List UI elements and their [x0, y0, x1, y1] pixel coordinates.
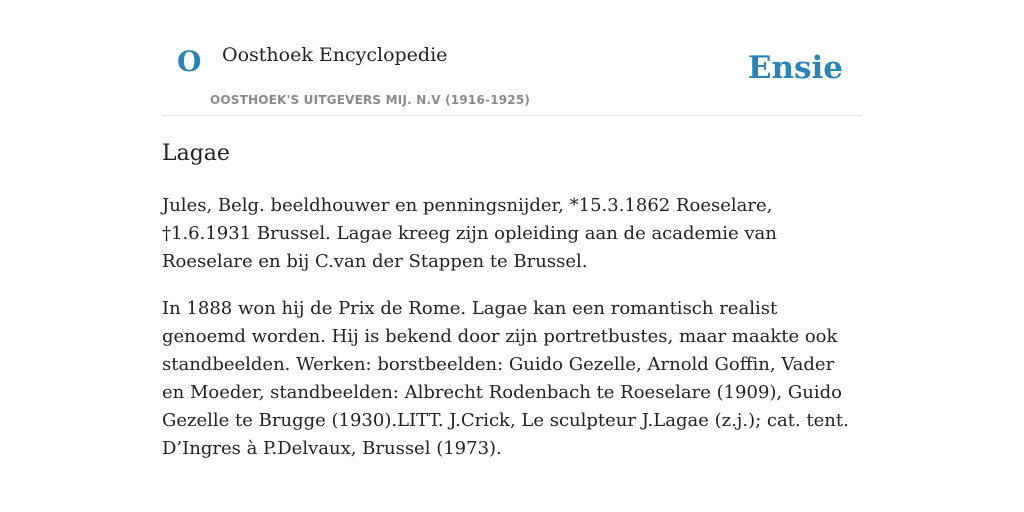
entry-body: [162, 192, 862, 482]
entry-paragraph: In 1888 won hij de Prix de Rome. Lagae kan een romantisch realist genoemd worden. Hij is bekend door zijn portretbustes, maar maakte ook standbeelden. Werken: borstbeelden: Guido Gezelle, Arnold Goffin, Vader en Moeder, standbeelden: Albrecht Rodenbach te Roeselare (1909), Guido Gezelle te Brugge (1930).LITT. J.Crick, Le sculpteur J.Lagae (z.j.); cat. tent. D’Ingres à P.Delvaux, Brussel (1973).: [162, 298, 849, 459]
site-header: [162, 0, 862, 116]
publisher-label: OOSTHOEK'S UITGEVERS MIJ. N.V (1916-1925): [210, 93, 531, 107]
entry-paragraph: Jules, Belg. beeldhouwer en penningsnijder, *15.3.1862 Roeselare, †1.6.1931 Brussel. Lagae kreeg zijn opleiding aan de academie van Roeselare en bij C.van der Stappen te Brussel.: [162, 195, 777, 272]
site-title-link[interactable]: Oosthoek Encyclopedie: [222, 44, 448, 66]
entry-title: Lagae: [162, 141, 230, 166]
source-logo[interactable]: O: [177, 45, 202, 78]
ensie-logo-link[interactable]: Ensie: [747, 50, 843, 86]
page: [162, 0, 862, 459]
